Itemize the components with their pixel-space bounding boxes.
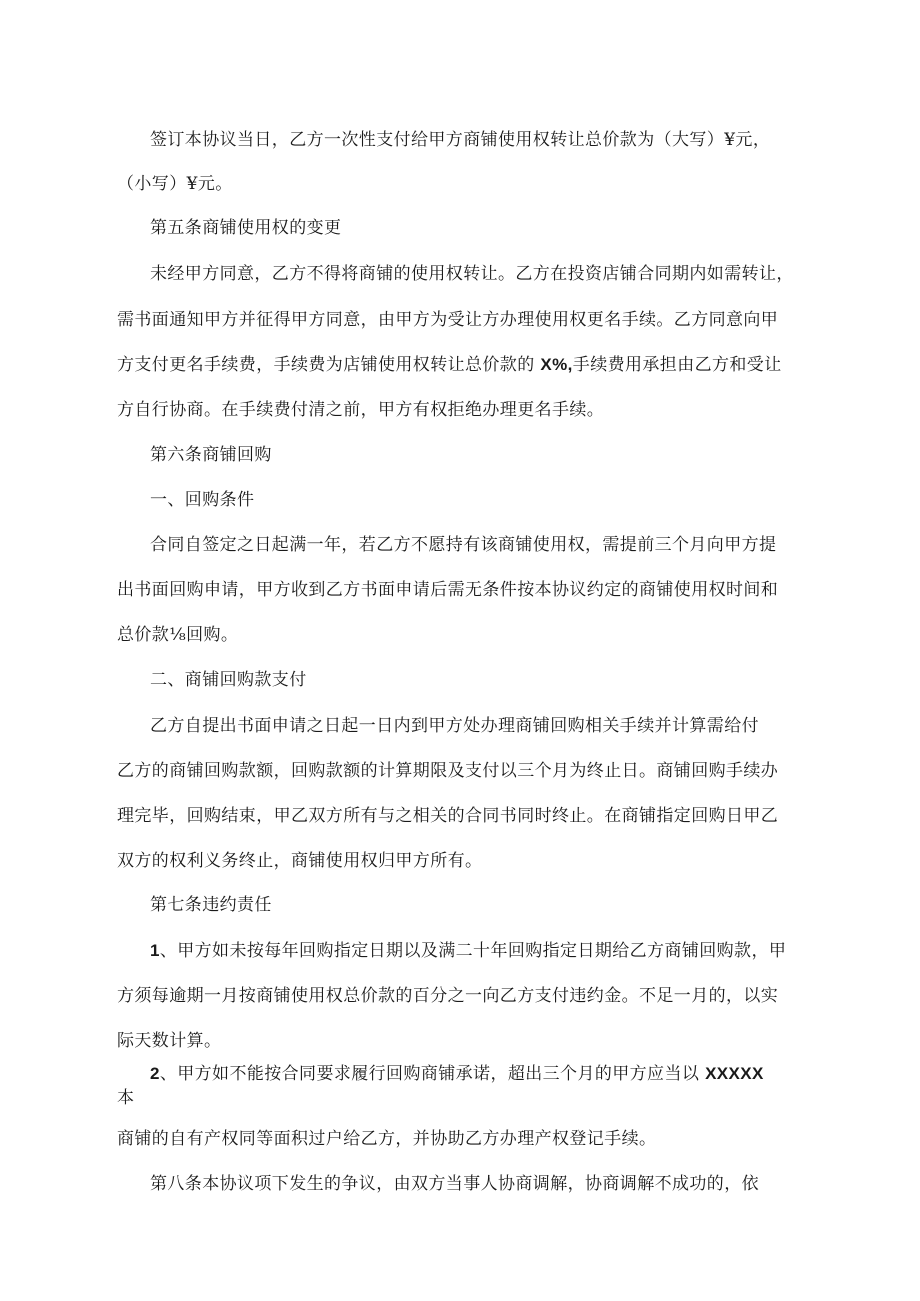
paragraph-payment2-line-4: 双方的权利义务终止，商铺使用权归甲方所有。 (117, 851, 483, 871)
paragraph-buyback-line-2: 出书面回购申请，甲方收到乙方书面申请后需无条件按本协议约定的商铺使用权时间和 (117, 580, 779, 600)
paragraph-payment2-line-3: 理完毕，回购结束，甲乙双方所有与之相关的合同书同时终止。在商铺指定回购日甲乙 (117, 806, 779, 826)
paragraph-breach-1-line-1 (150, 939, 786, 963)
paragraph-transfer-line-2: 需书面通知甲方并征得甲方同意，由甲方为受让方办理使用权更名手续。乙方同意向甲 (117, 310, 779, 330)
paragraph-breach-1-line-2: 方须每逾期一月按商铺使用权总价款的百分之一向乙方支付违约金。不足一月的，以实 (117, 986, 779, 1006)
section-2-heading: 二、商铺回购款支付 (150, 670, 307, 690)
fee-percent: X%, (540, 355, 573, 374)
paragraph-payment2-line-2: 乙方的商铺回购款额，回购款额的计算期限及支付以三个月为终止日。商铺回购手续办 (117, 761, 779, 781)
section-1-heading: 一、回购条件 (150, 490, 255, 510)
paragraph-payment-line-1: 签订本协议当日，乙方一次性支付给甲方商铺使用权转让总价款为（大写）¥元， (150, 130, 771, 150)
placeholder-xxxxx: XXXXX (705, 1064, 764, 1083)
paragraph-transfer-line-3 (117, 353, 782, 377)
transfer-line-3-text-a: 方支付更名手续费，手续费为店铺使用权转让总价款的 (117, 355, 541, 375)
paragraph-breach-2-line-1 (150, 1062, 764, 1086)
paragraph-buyback-line-1: 合同自签定之日起满一年，若乙方不愿持有该商铺使用权，需提前三个月向甲方提 (150, 535, 777, 555)
paragraph-breach-2-line-3: 商铺的自有产权同等面积过户给乙方，并协助乙方办理产权登记手续。 (117, 1129, 657, 1149)
paragraph-transfer-line-1: 未经甲方同意，乙方不得将商铺的使用权转让。乙方在投资店铺合同期内如需转让， (150, 264, 794, 284)
paragraph-breach-2-line-2: 本 (117, 1088, 135, 1108)
paragraph-buyback-line-3: 总价款⅛回购。 (117, 625, 239, 645)
paragraph-breach-1-line-3: 际天数计算。 (117, 1031, 222, 1051)
item-number-2: 2 (150, 1064, 160, 1083)
breach-1-text: 、甲方如未按每年回购指定日期以及满二十年回购指定日期给乙方商铺回购款，甲 (159, 941, 787, 961)
breach-2-text: 、甲方如不能按合同要求履行回购商铺承诺，超出三个月的甲方应当以 (159, 1064, 706, 1084)
item-number-1: 1 (150, 941, 160, 960)
article-8-line-1: 第八条本协议项下发生的争议，由双方当事人协商调解，协商调解不成功的，依 (150, 1174, 759, 1194)
article-7-heading: 第七条违约责任 (150, 895, 272, 915)
article-5-heading: 第五条商铺使用权的变更 (150, 218, 342, 238)
paragraph-transfer-line-4: 方自行协商。在手续费付清之前，甲方有权拒绝办理更名手续。 (117, 400, 605, 420)
paragraph-payment2-line-1: 乙方自提出书面申请之日起一日内到甲方处办理商铺回购相关手续并计算需给付 (150, 716, 759, 736)
article-6-heading: 第六条商铺回购 (150, 445, 272, 465)
transfer-line-3-text-c: 手续费用承担由乙方和受让 (572, 355, 782, 375)
paragraph-payment-line-2: （小写）¥元。 (117, 174, 233, 194)
